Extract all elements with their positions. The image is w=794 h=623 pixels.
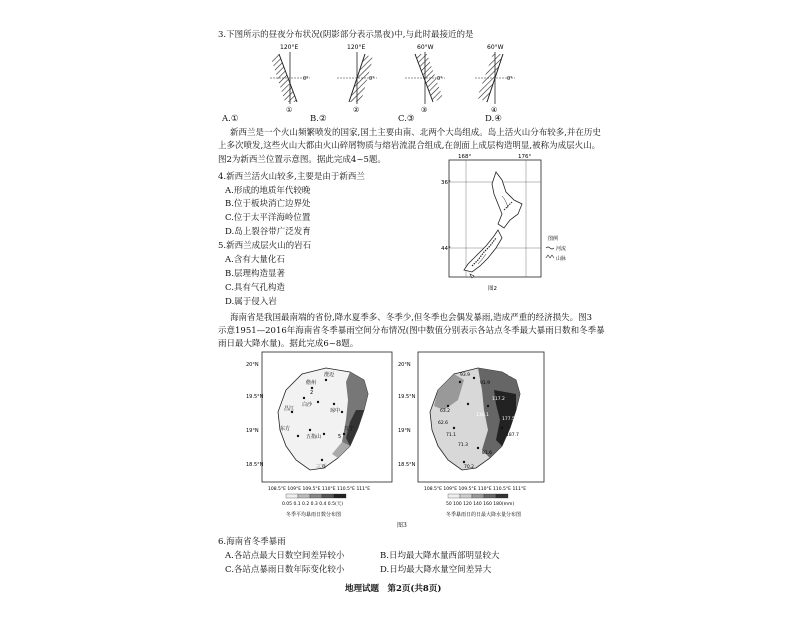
passage1-line2: 上多次喷发,这些火山大都由火山碎屑物质与熔岩流混合组成,在剖面上成层构造明显,被称为成层火山。 xyxy=(218,141,601,151)
q6-stem: 6.海南省冬季暴雨 xyxy=(218,537,286,547)
left-lon-labels: 108.5°E 109°E 109.5°E 110°E 110.5°E 111°E xyxy=(268,487,371,492)
fig2-lon2: 176° xyxy=(518,154,532,160)
right-lat-185: 18.5°N xyxy=(398,462,416,468)
right-value-2: 93.9 xyxy=(460,373,471,378)
right-value-4: 63.2 xyxy=(440,409,451,414)
right-lon-labels: 108.5°E 109°E 109.5°E 110°E 110.5°E 111°E xyxy=(424,487,527,492)
q5-option-a[interactable]: A.含有大量化石 xyxy=(225,255,285,265)
passage2-line1: 海南省是我国最南端的省份,降水夏季多、冬季少,但冬季也会偶发暴雨,造成严重的经济损失。图3 xyxy=(230,313,593,323)
left-title: 冬季平均暴雨日数分布图 xyxy=(286,512,342,518)
passage2-line2: 示意1951—2016年海南省冬季暴雨空间分布情况(图中数值分别表示各站点冬季最大暴雨日数和冬季暴 xyxy=(218,326,605,336)
fig3-caption: 图3 xyxy=(397,522,407,529)
q5-option-d[interactable]: D.属于侵入岩 xyxy=(225,297,277,307)
fig2-newzealand-map xyxy=(441,152,578,292)
q3-option-b[interactable]: B.② xyxy=(310,114,327,124)
left-station-changjiang: 昌江 xyxy=(284,406,295,412)
q5-stem: 5.新西兰成层火山的岩石 xyxy=(218,241,312,251)
q6-option-d[interactable]: D.日均最大降水量空间差异大 xyxy=(380,565,492,575)
right-value-10: 62.6 xyxy=(438,421,449,426)
diagram-3 xyxy=(405,44,445,114)
q3-diagrams xyxy=(265,40,525,114)
q4-option-b[interactable]: B.位于板块消亡边界处 xyxy=(225,199,311,209)
diagram-3-lat: 0° xyxy=(437,76,443,82)
left-station-wuzhishan: 五指山 xyxy=(306,434,322,440)
passage1-line1: 新西兰是一个火山频繁喷发的国家,国土主要由南、北两个大岛组成。岛上活火山分布较多,并在历史 xyxy=(230,128,601,138)
left-station-sanya: 三亚 xyxy=(316,464,327,470)
right-lat-20: 20°N xyxy=(398,362,411,368)
left-station-danzhou: 儋州 xyxy=(306,380,317,386)
q5-option-c[interactable]: C.具有气孔构造 xyxy=(225,283,285,293)
left-lat-20: 20°N xyxy=(246,362,259,368)
q3-option-a[interactable]: A.① xyxy=(222,114,239,124)
fig3-left-map xyxy=(246,350,396,520)
right-value-9: 187.7 xyxy=(506,433,519,438)
left-value-1: 2 xyxy=(310,390,314,396)
right-lat-195: 19.5°N xyxy=(398,394,416,400)
q6-option-a[interactable]: A.各站点最大日数空间差异较小 xyxy=(225,551,345,561)
diagram-2-num: ② xyxy=(353,106,360,114)
fig2-caption: 图2 xyxy=(488,286,497,292)
left-lat-185: 18.5°N xyxy=(246,462,264,468)
q3-stem: 3.下图所示的昼夜分布状况(阴影部分表示黑夜)中,与此时最接近的是 xyxy=(218,30,474,40)
left-lat-19: 19°N xyxy=(246,428,259,434)
right-value-7: 130.1 xyxy=(476,413,489,418)
right-value-1: 156.1 xyxy=(508,373,521,378)
right-value-5: 71.1 xyxy=(446,433,457,438)
q4-option-c[interactable]: C.位于太平洋海岭位置 xyxy=(225,213,311,223)
fig2-lat2: 44° xyxy=(441,246,451,252)
q4-option-d[interactable]: D.岛上裂谷带广泛发育 xyxy=(225,227,311,237)
diagram-4 xyxy=(475,44,515,114)
right-value-6: 117.2 xyxy=(492,397,505,402)
diagram-1-num: ① xyxy=(286,106,293,114)
left-station-chengmai: 澄迈 xyxy=(324,372,335,378)
fig2-legend-mountain: 山脉 xyxy=(556,256,567,262)
left-scale: 0.05 0.1 0.2 0.3 0.4 0.5(天) xyxy=(282,502,343,507)
diagram-2 xyxy=(337,44,377,114)
left-station-qiongzhong: 琼中 xyxy=(330,408,341,414)
diagram-1 xyxy=(270,44,310,114)
left-station-wanning: 万宁 xyxy=(344,426,355,432)
diagram-4-num: ④ xyxy=(491,106,498,114)
q5-option-b[interactable]: B.层理构造显著 xyxy=(225,269,285,279)
diagram-3-meridian: 60°W xyxy=(417,44,434,51)
passage1-line3: 图2为新西兰位置示意图。据此完成4~5题。 xyxy=(218,155,386,165)
fig2-lon1: 168° xyxy=(458,154,472,160)
page-footer: 地理试题 第2页(共8页) xyxy=(345,584,442,594)
right-lat-19: 19°N xyxy=(398,428,411,434)
q3-option-d[interactable]: D.④ xyxy=(485,114,502,124)
right-value-12: 81.6 xyxy=(482,451,493,456)
passage2-line3: 雨日最大降水量)。据此完成6~8题。 xyxy=(218,339,359,349)
fig2-legend-title: 图例 xyxy=(548,236,559,242)
right-value-11: 71.3 xyxy=(458,443,469,448)
right-title: 冬季暴雨日的日最大降水量分布图 xyxy=(446,512,522,518)
diagram-2-meridian: 120°E xyxy=(347,44,366,51)
left-value-2: 5 xyxy=(338,434,342,440)
q4-option-a[interactable]: A.形成的地质年代较晚 xyxy=(225,186,311,196)
right-value-3: 91.9 xyxy=(480,381,491,386)
diagram-3-num: ③ xyxy=(421,106,428,114)
q4-stem: 4.新西兰活火山较多,主要是由于新西兰 xyxy=(218,172,365,182)
diagram-4-meridian: 60°W xyxy=(487,44,504,51)
left-station-baisha: 白沙 xyxy=(302,402,313,408)
right-value-8: 177.5 xyxy=(502,417,515,422)
right-value-13: 70.2 xyxy=(464,465,475,470)
fig2-lat1: 36° xyxy=(441,180,451,186)
diagram-2-lat: 0° xyxy=(369,76,375,82)
q6-option-b[interactable]: B.日均最大降水量西部明显较大 xyxy=(380,551,500,561)
diagram-1-meridian: 120°E xyxy=(280,44,299,51)
q3-option-c[interactable]: C.③ xyxy=(398,114,415,124)
right-scale: 50 100 120 140 160 180(mm) xyxy=(446,502,515,507)
diagram-4-lat: 0° xyxy=(507,76,513,82)
q6-option-c[interactable]: C.各站点暴雨日数年际变化较小 xyxy=(225,565,345,575)
left-station-dongfang: 东方 xyxy=(280,426,291,432)
fig3-right-map xyxy=(398,350,548,520)
diagram-1-lat: 0° xyxy=(303,76,309,82)
left-lat-195: 19.5°N xyxy=(246,394,264,400)
fig2-legend-river: 河流 xyxy=(556,246,567,252)
